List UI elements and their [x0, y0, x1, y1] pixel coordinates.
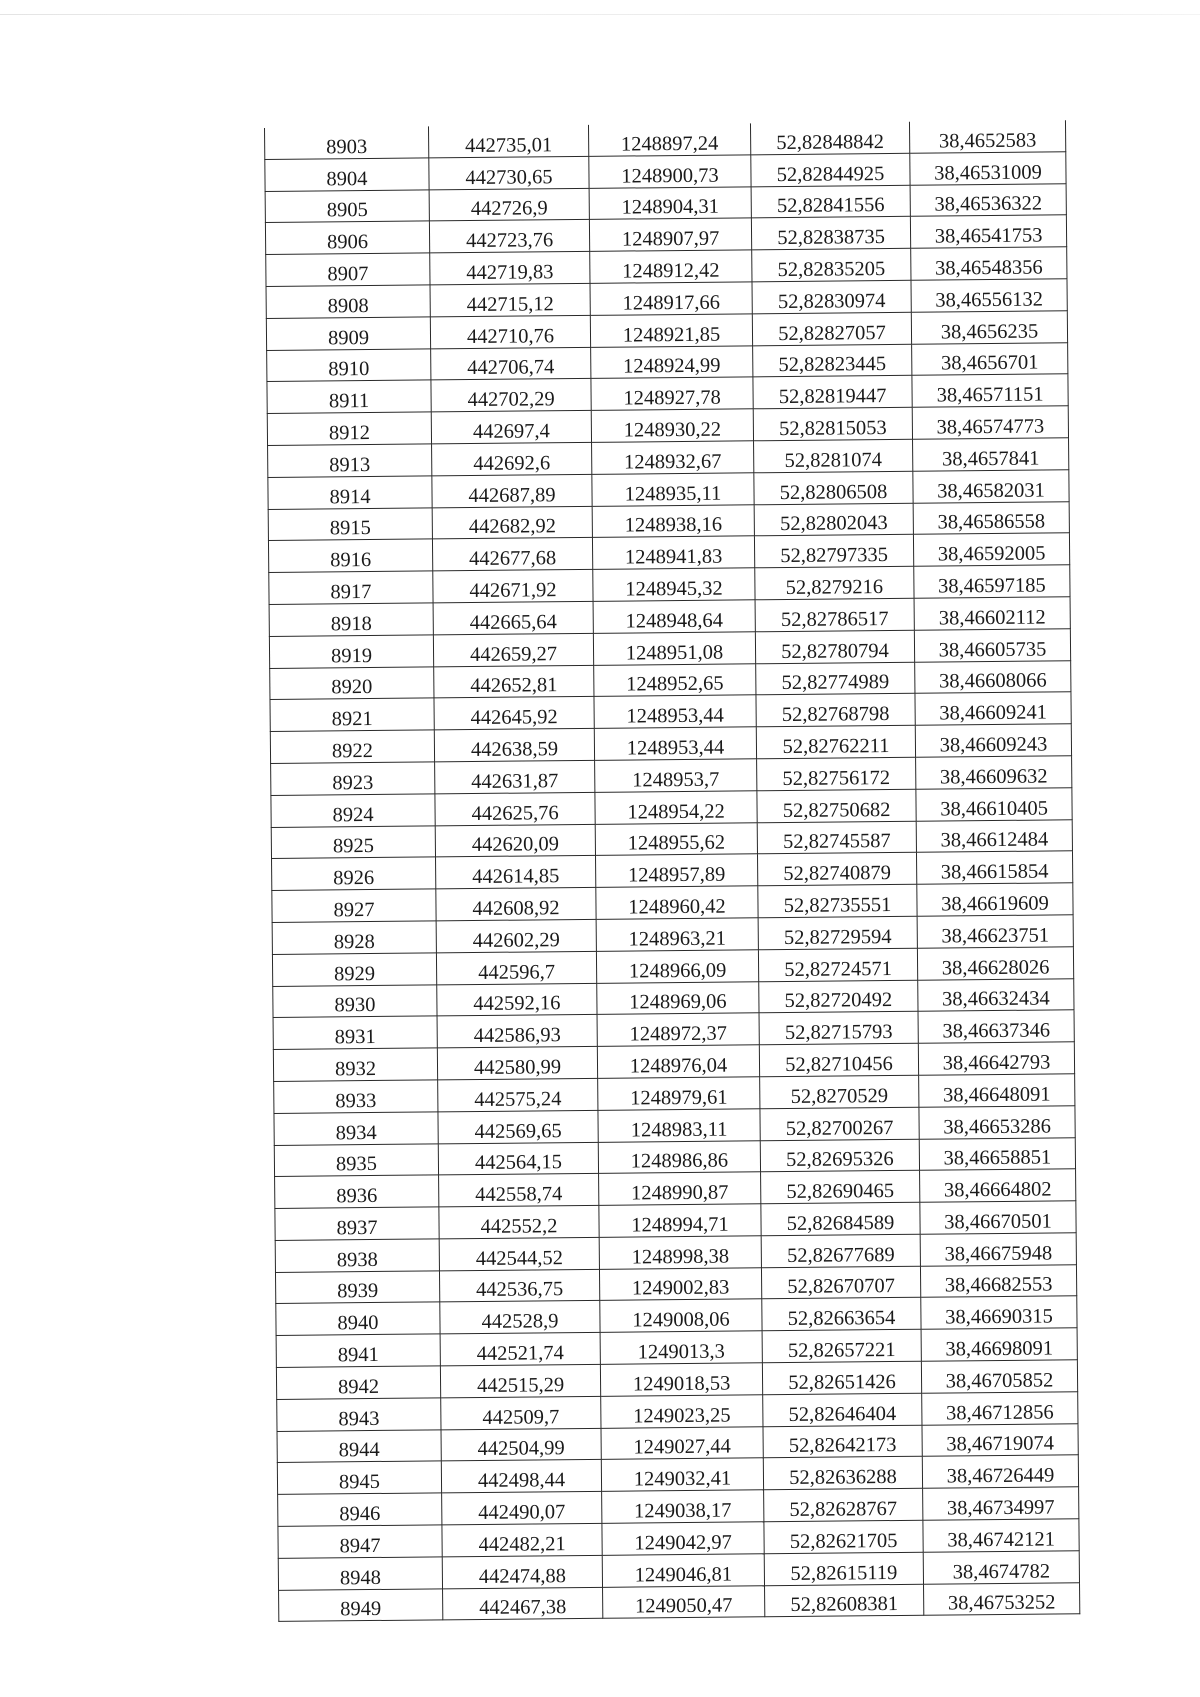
latitude-cell: 52,82827057	[752, 312, 911, 345]
point-number-cell: 8943	[277, 1398, 441, 1431]
x-coordinate-cell: 442719,83	[430, 252, 590, 285]
x-coordinate-cell: 442659,27	[433, 633, 593, 666]
longitude-cell: 38,46619609	[917, 883, 1073, 916]
latitude-cell: 52,8279216	[755, 566, 914, 599]
latitude-cell: 52,82841556	[751, 185, 910, 218]
longitude-cell: 38,46642793	[918, 1042, 1074, 1075]
y-coordinate-cell: 1248938,16	[592, 504, 754, 537]
latitude-cell: 52,82762211	[756, 725, 915, 758]
y-coordinate-cell: 1249013,3	[600, 1331, 762, 1364]
latitude-cell: 52,82745587	[757, 821, 916, 854]
longitude-cell: 38,46548356	[911, 247, 1067, 280]
longitude-cell: 38,46610405	[916, 788, 1072, 821]
longitude-cell: 38,4656235	[911, 311, 1067, 344]
latitude-cell: 52,82646404	[763, 1393, 922, 1426]
longitude-cell: 38,46705852	[921, 1360, 1077, 1393]
x-coordinate-cell: 442482,21	[442, 1523, 602, 1556]
point-number-cell: 8903	[264, 126, 428, 159]
point-number-cell: 8925	[271, 825, 435, 858]
latitude-cell: 52,82815053	[753, 407, 912, 440]
longitude-cell: 38,46609243	[915, 724, 1071, 757]
point-number-cell: 8944	[277, 1430, 441, 1463]
x-coordinate-cell: 442735,01	[428, 125, 588, 158]
y-coordinate-cell: 1248907,97	[589, 218, 751, 251]
y-coordinate-cell: 1248976,04	[597, 1045, 759, 1078]
point-number-cell: 8922	[270, 730, 434, 763]
y-coordinate-cell: 1248954,22	[595, 791, 757, 824]
x-coordinate-cell: 442564,15	[438, 1142, 598, 1175]
point-number-cell: 8912	[267, 412, 431, 445]
y-coordinate-cell: 1248953,44	[594, 695, 756, 728]
x-coordinate-cell: 442620,09	[435, 824, 595, 857]
y-coordinate-cell: 1248904,31	[589, 186, 751, 219]
scan-edge-line	[0, 14, 1200, 15]
y-coordinate-cell: 1248951,08	[593, 632, 755, 665]
latitude-cell: 52,82710456	[759, 1043, 918, 1076]
y-coordinate-cell: 1248900,73	[589, 155, 751, 188]
document-page	[264, 120, 1079, 1622]
longitude-cell: 38,46719074	[922, 1423, 1078, 1456]
point-number-cell: 8941	[276, 1334, 440, 1367]
point-number-cell: 8927	[272, 889, 436, 922]
x-coordinate-cell: 442515,29	[440, 1364, 600, 1397]
y-coordinate-cell: 1248994,71	[599, 1204, 761, 1237]
x-coordinate-cell: 442490,07	[442, 1492, 602, 1525]
y-coordinate-cell: 1249038,17	[602, 1490, 764, 1523]
point-number-cell: 8909	[266, 317, 430, 350]
y-coordinate-cell: 1248966,09	[596, 950, 758, 983]
y-coordinate-cell: 1248945,32	[593, 568, 755, 601]
longitude-cell: 38,46670501	[920, 1201, 1076, 1234]
point-number-cell: 8920	[270, 666, 434, 699]
longitude-cell: 38,46571151	[912, 374, 1068, 407]
x-coordinate-cell: 442625,76	[435, 792, 595, 825]
point-number-cell: 8905	[265, 190, 429, 223]
longitude-cell: 38,46742121	[923, 1519, 1079, 1552]
latitude-cell: 52,82838735	[751, 217, 910, 250]
longitude-cell: 38,46536322	[910, 183, 1066, 216]
latitude-cell: 52,8281074	[754, 439, 913, 472]
point-number-cell: 8936	[275, 1175, 439, 1208]
latitude-cell: 52,82740879	[757, 853, 916, 886]
latitude-cell: 52,82848842	[750, 122, 909, 155]
latitude-cell: 52,82608381	[765, 1584, 924, 1617]
longitude-cell: 38,4652583	[909, 120, 1065, 153]
point-number-cell: 8935	[274, 1143, 438, 1176]
longitude-cell: 38,46637346	[918, 1010, 1074, 1043]
y-coordinate-cell: 1249023,25	[601, 1395, 763, 1428]
y-coordinate-cell: 1248955,62	[595, 822, 757, 855]
latitude-cell: 52,82628767	[764, 1489, 923, 1522]
point-number-cell: 8932	[273, 1048, 437, 1081]
longitude-cell: 38,46664802	[920, 1169, 1076, 1202]
latitude-cell: 52,82677689	[761, 1234, 920, 1267]
longitude-cell: 38,46658851	[919, 1137, 1075, 1170]
x-coordinate-cell: 442558,74	[439, 1174, 599, 1207]
longitude-cell: 38,46726449	[922, 1455, 1078, 1488]
point-number-cell: 8942	[276, 1366, 440, 1399]
point-number-cell: 8939	[275, 1271, 439, 1304]
latitude-cell: 52,82642173	[763, 1425, 922, 1458]
longitude-cell: 38,46574773	[912, 406, 1068, 439]
latitude-cell: 52,82735551	[758, 884, 917, 917]
x-coordinate-cell: 442536,75	[439, 1269, 599, 1302]
y-coordinate-cell: 1248953,44	[594, 727, 756, 760]
point-number-cell: 8906	[265, 221, 429, 254]
y-coordinate-cell: 1248921,85	[590, 314, 752, 347]
x-coordinate-cell: 442706,74	[431, 347, 591, 380]
y-coordinate-cell: 1248998,38	[599, 1236, 761, 1269]
point-number-cell: 8937	[275, 1207, 439, 1240]
y-coordinate-cell: 1248960,42	[596, 886, 758, 919]
point-number-cell: 8934	[274, 1112, 438, 1145]
point-number-cell: 8916	[268, 539, 432, 572]
latitude-cell: 52,82670707	[761, 1266, 920, 1299]
latitude-cell: 52,82774989	[756, 662, 915, 695]
longitude-cell: 38,4656701	[912, 342, 1068, 375]
longitude-cell: 38,46675948	[920, 1233, 1076, 1266]
y-coordinate-cell: 1249046,81	[602, 1554, 764, 1587]
x-coordinate-cell: 442715,12	[430, 283, 590, 316]
latitude-cell: 52,82750682	[757, 789, 916, 822]
y-coordinate-cell: 1249032,41	[601, 1458, 763, 1491]
y-coordinate-cell: 1248912,42	[590, 250, 752, 283]
x-coordinate-cell: 442504,99	[441, 1428, 601, 1461]
x-coordinate-cell: 442528,9	[440, 1301, 600, 1334]
x-coordinate-cell: 442521,74	[440, 1333, 600, 1366]
x-coordinate-cell: 442592,16	[437, 983, 597, 1016]
y-coordinate-cell: 1248972,37	[597, 1013, 759, 1046]
latitude-cell: 52,82768798	[756, 694, 915, 727]
y-coordinate-cell: 1249027,44	[601, 1426, 763, 1459]
point-number-cell: 8945	[277, 1461, 441, 1494]
y-coordinate-cell: 1248930,22	[591, 409, 753, 442]
longitude-cell: 38,46698091	[921, 1328, 1077, 1361]
x-coordinate-cell: 442726,9	[429, 188, 589, 221]
point-number-cell: 8947	[278, 1525, 442, 1558]
y-coordinate-cell: 1248932,67	[592, 441, 754, 474]
x-coordinate-cell: 442682,92	[432, 506, 592, 539]
point-number-cell: 8931	[273, 1016, 437, 1049]
latitude-cell: 52,82835205	[752, 248, 911, 281]
x-coordinate-cell: 442498,44	[441, 1460, 601, 1493]
y-coordinate-cell: 1249018,53	[600, 1363, 762, 1396]
longitude-cell: 38,46609241	[915, 692, 1071, 725]
y-coordinate-cell: 1248983,11	[598, 1108, 760, 1141]
x-coordinate-cell: 442702,29	[431, 379, 591, 412]
y-coordinate-cell: 1248935,11	[592, 473, 754, 506]
latitude-cell: 52,82797335	[754, 535, 913, 568]
latitude-cell: 52,82615119	[764, 1552, 923, 1585]
x-coordinate-cell: 442671,92	[433, 570, 593, 603]
x-coordinate-cell: 442586,93	[437, 1015, 597, 1048]
longitude-cell: 38,46531009	[910, 152, 1066, 185]
longitude-cell: 38,46609632	[916, 756, 1072, 789]
x-coordinate-cell: 442631,87	[435, 760, 595, 793]
point-number-cell: 8907	[266, 253, 430, 286]
y-coordinate-cell: 1248917,66	[590, 282, 752, 315]
y-coordinate-cell: 1248927,78	[591, 377, 753, 410]
y-coordinate-cell: 1248897,24	[588, 123, 750, 156]
longitude-cell: 38,46605735	[914, 629, 1070, 662]
x-coordinate-cell: 442602,29	[436, 919, 596, 952]
point-number-cell: 8926	[272, 857, 436, 890]
point-number-cell: 8928	[272, 921, 436, 954]
point-number-cell: 8930	[273, 984, 437, 1017]
point-number-cell: 8946	[278, 1493, 442, 1526]
y-coordinate-cell: 1248986,86	[598, 1140, 760, 1173]
y-coordinate-cell: 1248941,83	[592, 536, 754, 569]
x-coordinate-cell: 442652,81	[434, 665, 594, 698]
y-coordinate-cell: 1248953,7	[595, 759, 757, 792]
point-number-cell: 8914	[268, 476, 432, 509]
point-number-cell: 8904	[265, 158, 429, 191]
y-coordinate-cell: 1248990,87	[599, 1172, 761, 1205]
longitude-cell: 38,46608066	[915, 660, 1071, 693]
longitude-cell: 38,46556132	[911, 279, 1067, 312]
x-coordinate-cell: 442730,65	[429, 156, 589, 189]
x-coordinate-cell: 442575,24	[438, 1078, 598, 1111]
y-coordinate-cell: 1248957,89	[596, 854, 758, 887]
y-coordinate-cell: 1249002,83	[599, 1267, 761, 1300]
point-number-cell: 8940	[276, 1302, 440, 1335]
latitude-cell: 52,82700267	[760, 1107, 919, 1140]
point-number-cell: 8918	[269, 603, 433, 636]
latitude-cell: 52,82695326	[760, 1139, 919, 1172]
point-number-cell: 8933	[274, 1080, 438, 1113]
coordinates-table-body	[264, 120, 1079, 1622]
longitude-cell: 38,46541753	[910, 215, 1066, 248]
point-number-cell: 8913	[268, 444, 432, 477]
point-number-cell: 8921	[270, 698, 434, 731]
longitude-cell: 38,46628026	[917, 946, 1073, 979]
x-coordinate-cell: 442467,38	[443, 1587, 603, 1620]
latitude-cell: 52,82690465	[761, 1171, 920, 1204]
y-coordinate-cell: 1249008,06	[600, 1299, 762, 1332]
longitude-cell: 38,46597185	[914, 565, 1070, 598]
x-coordinate-cell: 442569,65	[438, 1110, 598, 1143]
latitude-cell: 52,82844925	[751, 153, 910, 186]
point-number-cell: 8923	[271, 762, 435, 795]
longitude-cell: 38,46612484	[916, 819, 1072, 852]
latitude-cell: 52,82819447	[753, 376, 912, 409]
coordinates-table	[264, 120, 1080, 1622]
table-row	[279, 1582, 1080, 1621]
y-coordinate-cell: 1248924,99	[591, 345, 753, 378]
point-number-cell: 8911	[267, 380, 431, 413]
x-coordinate-cell: 442697,4	[431, 411, 591, 444]
latitude-cell: 52,82657221	[762, 1330, 921, 1363]
x-coordinate-cell: 442692,6	[432, 442, 592, 475]
x-coordinate-cell: 442509,7	[441, 1396, 601, 1429]
point-number-cell: 8919	[269, 635, 433, 668]
longitude-cell: 38,46615854	[916, 851, 1072, 884]
y-coordinate-cell: 1248963,21	[596, 918, 758, 951]
latitude-cell: 52,82720492	[759, 980, 918, 1013]
latitude-cell: 52,82802043	[754, 503, 913, 536]
longitude-cell: 38,46648091	[919, 1074, 1075, 1107]
x-coordinate-cell: 442596,7	[436, 951, 596, 984]
longitude-cell: 38,46602112	[914, 597, 1070, 630]
longitude-cell: 38,46623751	[917, 915, 1073, 948]
y-coordinate-cell: 1248948,64	[593, 600, 755, 633]
point-number-cell: 8917	[269, 571, 433, 604]
x-coordinate-cell: 442665,64	[433, 601, 593, 634]
x-coordinate-cell: 442544,52	[439, 1237, 599, 1270]
longitude-cell: 38,46753252	[924, 1582, 1080, 1615]
x-coordinate-cell: 442474,88	[442, 1555, 602, 1588]
x-coordinate-cell: 442580,99	[437, 1046, 597, 1079]
point-number-cell: 8949	[279, 1589, 443, 1622]
x-coordinate-cell: 442608,92	[436, 887, 596, 920]
longitude-cell: 38,46690315	[921, 1296, 1077, 1329]
x-coordinate-cell: 442687,89	[432, 474, 592, 507]
point-number-cell: 8938	[275, 1239, 439, 1272]
latitude-cell: 52,82684589	[761, 1202, 920, 1235]
point-number-cell: 8924	[271, 794, 435, 827]
latitude-cell: 52,82823445	[753, 344, 912, 377]
latitude-cell: 52,82729594	[758, 916, 917, 949]
longitude-cell: 38,4657841	[913, 438, 1069, 471]
y-coordinate-cell: 1249050,47	[603, 1585, 765, 1618]
y-coordinate-cell: 1248979,61	[598, 1077, 760, 1110]
latitude-cell: 52,82786517	[755, 598, 914, 631]
x-coordinate-cell: 442723,76	[429, 220, 589, 253]
point-number-cell: 8915	[268, 507, 432, 540]
longitude-cell: 38,46586558	[913, 501, 1069, 534]
longitude-cell: 38,46712856	[922, 1392, 1078, 1425]
longitude-cell: 38,46632434	[918, 978, 1074, 1011]
longitude-cell: 38,4674782	[923, 1551, 1079, 1584]
point-number-cell: 8948	[278, 1557, 442, 1590]
y-coordinate-cell: 1248952,65	[594, 663, 756, 696]
y-coordinate-cell: 1248969,06	[597, 981, 759, 1014]
x-coordinate-cell: 442645,92	[434, 697, 594, 730]
x-coordinate-cell: 442614,85	[436, 856, 596, 889]
x-coordinate-cell: 442638,59	[434, 728, 594, 761]
latitude-cell: 52,82715793	[759, 1012, 918, 1045]
latitude-cell: 52,82621705	[764, 1520, 923, 1553]
longitude-cell: 38,46582031	[913, 470, 1069, 503]
longitude-cell: 38,46734997	[923, 1487, 1079, 1520]
latitude-cell: 52,82636288	[763, 1457, 922, 1490]
longitude-cell: 38,46682553	[920, 1264, 1076, 1297]
point-number-cell: 8908	[266, 285, 430, 318]
latitude-cell: 52,82663654	[762, 1298, 921, 1331]
x-coordinate-cell: 442552,2	[439, 1205, 599, 1238]
longitude-cell: 38,46592005	[913, 533, 1069, 566]
x-coordinate-cell: 442677,68	[432, 538, 592, 571]
y-coordinate-cell: 1249042,97	[602, 1522, 764, 1555]
latitude-cell: 52,82806508	[754, 471, 913, 504]
latitude-cell: 52,82756172	[757, 757, 916, 790]
latitude-cell: 52,82830974	[752, 280, 911, 313]
point-number-cell: 8929	[272, 953, 436, 986]
longitude-cell: 38,46653286	[919, 1105, 1075, 1138]
latitude-cell: 52,82780794	[755, 630, 914, 663]
latitude-cell: 52,8270529	[760, 1075, 919, 1108]
latitude-cell: 52,82724571	[758, 948, 917, 981]
point-number-cell: 8910	[267, 348, 431, 381]
latitude-cell: 52,82651426	[762, 1361, 921, 1394]
x-coordinate-cell: 442710,76	[430, 315, 590, 348]
